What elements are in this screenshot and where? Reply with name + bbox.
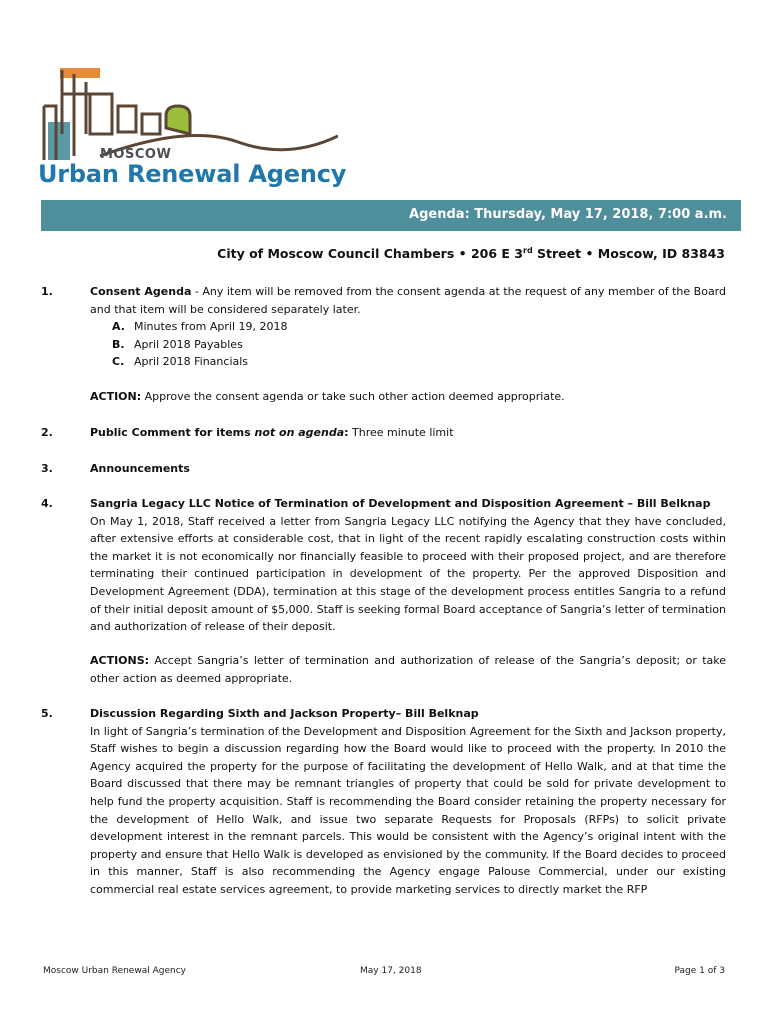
list-item [112, 353, 726, 371]
agenda-date-time: Agenda: Thursday, May 17, 2018, 7:00 a.m. [409, 207, 727, 222]
agenda-item-sixth-jackson [90, 705, 726, 899]
action-text: Accept Sangria’s letter of termination and authorization of release of the Sangria’s deposit; or take other action as deemed appropriate. [90, 654, 726, 685]
subitem-letter: A. [112, 320, 125, 334]
footer-agency: Moscow Urban Renewal Agency [43, 966, 186, 976]
item-title-emphasis: not on agenda [254, 426, 345, 439]
item-title: Consent Agenda [90, 285, 192, 298]
action-line [90, 652, 726, 687]
item-text: On May 1, 2018, Staff received a letter from Sangria Legacy LLC notifying the Agency that they have concluded, after extensive efforts at considerable cost, that in light of the recent rapidly escalating construction costs within the market it is not economically nor financially feasible to proceed with their proposed project, and are therefore terminating their continued participation in development of the property. Per the approved Disposition and Development Agreement (DDA), termination at this stage of the development process entitles Sangria to a refund of their initial deposit amount of $5,000. Staff is seeking formal Board acceptance of Sangria’s letter of termination and authorization of release of their deposit. [90, 514, 726, 634]
item-title: Discussion Regarding Sixth and Jackson Property– Bill Belknap [90, 707, 479, 720]
list-item [112, 336, 726, 354]
subitem-text: April 2018 Payables [134, 337, 243, 351]
item-number: 5. [41, 707, 53, 720]
agency-logo [38, 64, 347, 194]
item-title: Sangria Legacy LLC Notice of Termination of Development and Disposition Agreement – Bill Belknap [90, 497, 711, 510]
agenda-banner [41, 200, 741, 231]
agenda-item-sangria [90, 495, 726, 636]
agenda-item-consent [90, 283, 726, 371]
item-number: 3. [41, 462, 53, 475]
location-text-pre: City of Moscow Council Chambers • 206 E 3 [217, 246, 524, 262]
agenda-item-public-comment [90, 424, 726, 442]
action-label: ACTIONS: [90, 654, 150, 667]
subitem-letter: C. [112, 355, 125, 369]
location-text-post: Street • Moscow, ID 83843 [532, 246, 725, 262]
logo-graphic [38, 64, 338, 160]
item-text: In light of Sangria’s termination of the Development and Disposition Agreement for the Sixth and Jackson property, Staff wishes to begin a discussion regarding how the Board would like to proceed with the property. In 2010 the Agency acquired the property for the purpose of facilitating the development of Hello Walk, and at that time the Board discussed that there may be remnant triangles of property that could be sold for private development to help fund the property acquisition. Staff is recommending the Board consider retaining the property necessary for the development of Hello Walk, and issue two separate Requests for Proposals (RFPs) to solicit private development interest in the remnant parcels. This would be consistent with the Agency’s original intent with the property and ensure that Hello Walk is developed as envisioned by the community. If the Board decides to proceed in this manner, Staff is also recommending the Agency engage Palouse Commercial, under our existing commercial real estate services agreement, to provide marketing services to directly market the RFP [90, 724, 726, 896]
item-number: 1. [41, 285, 53, 298]
item-title-colon: : [344, 426, 349, 439]
logo-moscow-text: MOSCOW [100, 147, 172, 162]
location-ordinal: rd [523, 246, 533, 255]
item-number: 4. [41, 497, 53, 510]
subitem-letter: B. [112, 337, 125, 351]
item-text: Three minute limit [348, 426, 454, 439]
action-line [90, 388, 726, 406]
subitem-text: Minutes from April 19, 2018 [134, 320, 288, 334]
action-text: Approve the consent agenda or take such other action deemed appropriate. [141, 390, 565, 403]
meeting-location [217, 246, 725, 261]
item-title: Announcements [90, 462, 190, 475]
action-label: ACTION: [90, 390, 142, 403]
item-title: Public Comment for items [90, 426, 255, 439]
item-text: - Any item will be removed from the consent agenda at the request of any member of the Board and that item will be considered separately later. [90, 285, 726, 316]
agenda-item-announcements [90, 460, 726, 478]
item-number: 2. [41, 426, 53, 439]
footer-page-number: Page 1 of 3 [674, 966, 725, 976]
logo-agency-name: Urban Renewal Agency [38, 160, 347, 188]
subitem-text: April 2018 Financials [134, 355, 249, 369]
list-item [112, 318, 726, 336]
footer-date: May 17, 2018 [360, 966, 422, 976]
